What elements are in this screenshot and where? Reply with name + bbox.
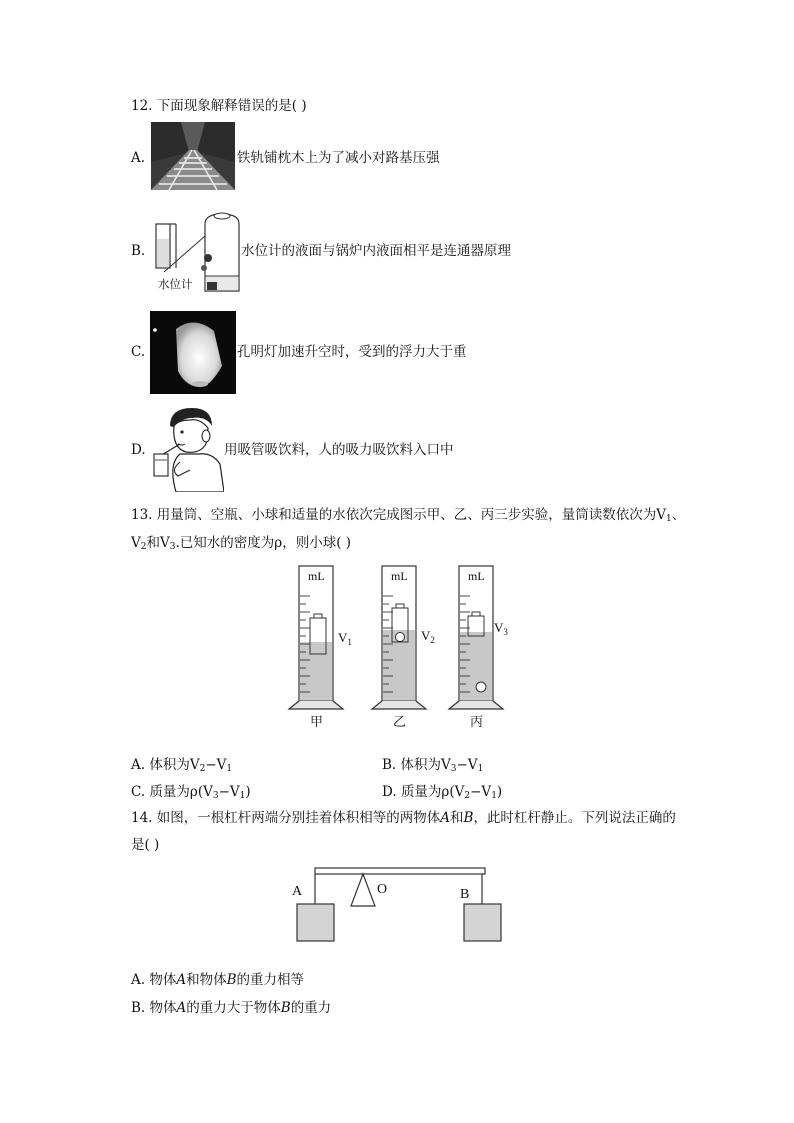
q13-option-a: A. 体积为$V_2-V_1$	[131, 757, 233, 774]
lever-figure	[288, 860, 508, 946]
cylinder-bing-reading: $V_3$	[494, 620, 508, 637]
cylinder-bing	[449, 566, 508, 729]
q14-option-a: A. 物体A和物体B的重力相等	[131, 972, 305, 988]
q13-option-c: C. 质量为$\rho(V_3-V_1)$	[131, 784, 251, 801]
q12-stem: 12. 下面现象解释错误的是( )	[131, 98, 307, 114]
q13-option-d: D. 质量为$\rho(V_2-V_1)$	[382, 784, 503, 801]
sky-lantern-photo	[150, 311, 236, 394]
q13-stem-line2: $V_2$和$V_3$.已知水的密度为ρ，则小球( )	[131, 535, 352, 552]
cylinder-jia-caption: 甲	[310, 714, 324, 729]
q12-option-c-text: 孔明灯加速升空时，受到的浮力大于重	[237, 344, 467, 360]
cylinder-yi-reading: $V_2$	[421, 628, 435, 645]
cylinder-yi-unit: mL	[391, 569, 408, 583]
q12-option-c-label: C.	[131, 344, 146, 360]
q12-option-b-label: B.	[131, 243, 146, 259]
label-o: O	[377, 882, 388, 897]
q14-stem-line1: 14. 如图，一根杠杆两端分别挂着体积相等的两物体A和B，此时杠杆静止。下列说法正确的	[131, 810, 676, 826]
q12-option-b-text: 水位计的液面与锅炉内液面相平是连通器原理	[241, 243, 511, 259]
measuring-cylinders-figure	[280, 556, 520, 732]
water-gauge-label: 水位计	[158, 277, 193, 291]
cylinder-jia-reading: $V_1$	[338, 630, 352, 647]
cylinder-bing-unit: mL	[468, 569, 485, 583]
q13-stem-line1: 13. 用量筒、空瓶、小球和适量的水依次完成图示甲、乙、丙三步实验，量筒读数依次为$V_1$、	[131, 507, 686, 524]
object-b-block	[464, 904, 501, 941]
q12-option-a-text: 铁轨铺枕木上为了减小对路基压强	[237, 150, 440, 166]
cylinder-yi-caption: 乙	[393, 714, 407, 729]
fulcrum	[351, 874, 375, 906]
cylinder-yi	[372, 566, 435, 729]
q12-option-d-text: 用吸管吸饮料，人的吸力吸饮料入口中	[224, 442, 454, 458]
label-b: B	[460, 887, 470, 902]
railway-track-photo	[151, 122, 235, 190]
q14-option-b: B. 物体A的重力大于物体B的重力	[131, 1000, 332, 1016]
cylinder-bing-caption: 丙	[470, 714, 484, 729]
lever-bar	[315, 868, 485, 874]
cylinder-jia-unit: mL	[308, 569, 325, 583]
boy-drinking-straw-figure	[150, 404, 224, 492]
q12-option-a-label: A.	[131, 150, 146, 166]
q14-stem-line2: 是( )	[131, 837, 160, 853]
cylinder-jia	[289, 566, 352, 729]
object-a-block	[297, 904, 334, 941]
q13-option-b: B. 体积为$V_3-V_1$	[382, 757, 484, 774]
label-a: A	[292, 884, 303, 899]
q12-option-d-label: D.	[131, 442, 146, 458]
